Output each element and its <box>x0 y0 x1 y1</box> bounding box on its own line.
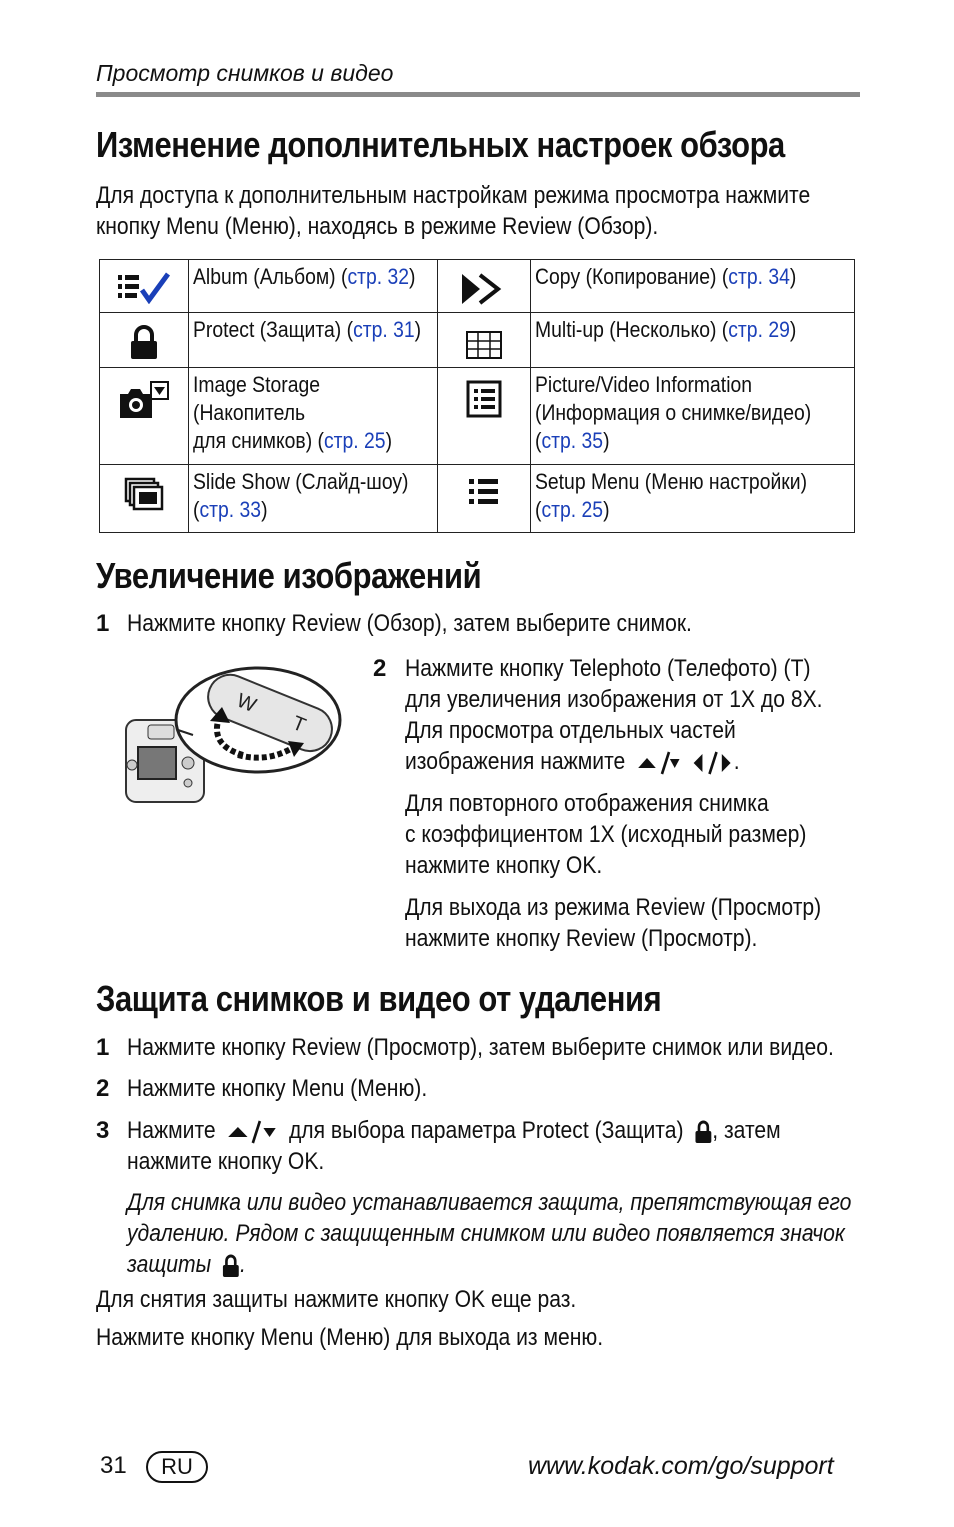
setup-menu-page-link[interactable]: стр. 25 <box>541 497 604 522</box>
slide-show-icon-cell <box>100 465 189 533</box>
album-icon <box>116 272 172 304</box>
setup-menu-option: Setup Menu (Меню настройки) (стр. 25) <box>531 465 855 533</box>
support-url[interactable]: www.kodak.com/go/support <box>528 1452 834 1480</box>
table-row <box>100 368 855 465</box>
page-number: 31 <box>100 1452 127 1479</box>
slide-show-page-link[interactable]: стр. 33 <box>199 497 262 522</box>
table-row <box>100 260 855 313</box>
multi-up-icon-cell <box>438 313 531 368</box>
protect-step-1: 1 Нажмите кнопку Review (Просмотр), затем выберите снимок или видео. <box>96 1034 834 1061</box>
zoom-w-label: W <box>233 689 260 718</box>
magnify-reset-note: Для повторного отображения снимка с коэффициентом 1X (исходный размер) нажмите кнопку OK. <box>405 790 807 879</box>
language-badge: RU <box>146 1451 208 1483</box>
table-row <box>100 465 855 533</box>
copy-page-link[interactable]: стр. 34 <box>728 264 790 289</box>
up-down-arrows-icon <box>227 1119 278 1145</box>
magnify-step-1: 1 Нажмите кнопку Review (Обзор), затем выберите снимок. <box>96 610 692 637</box>
slide-show-icon <box>124 477 164 513</box>
lock-icon <box>695 1120 713 1144</box>
up-down-arrows-icon <box>636 750 680 776</box>
camera-zoom-illustration <box>118 665 343 810</box>
setup-menu-icon <box>468 477 500 507</box>
copy-icon <box>458 272 510 306</box>
table-row <box>100 313 855 368</box>
review-options-table <box>99 259 855 533</box>
multi-up-option: Multi-up (Несколько) (стр. 29) <box>531 313 855 368</box>
magnify-step-2: 2 Нажмите кнопку Telephoto (Телефото) (T) для увеличения изображения от 1X до 8X. Для просмотра отдельных частей изображения нажмите . <box>373 655 823 775</box>
album-icon-cell <box>100 260 189 313</box>
picture-info-option: Picture/Video Information (Информация о снимке/видео) (стр. 35) <box>531 368 855 465</box>
copy-icon-cell <box>438 260 531 313</box>
copy-option: Copy (Копирование) (стр. 34) <box>531 260 855 313</box>
running-header: Просмотр снимков и видео <box>96 60 394 86</box>
protect-note: Для снимка или видео устанавливается защита, препятствующая его удалению. Рядом с защищенным снимком или видео появляется значок защиты . <box>127 1189 852 1278</box>
left-right-arrows-icon <box>692 750 734 776</box>
protect-page-link[interactable]: стр. 31 <box>353 317 415 342</box>
image-storage-icon-cell <box>100 368 189 465</box>
multi-up-icon <box>466 331 502 361</box>
album-page-link[interactable]: стр. 32 <box>347 264 410 289</box>
lock-icon <box>222 1254 240 1278</box>
section1-intro: Для доступа к дополнительным настройкам режима просмотра нажмите кнопку Menu (Меню), находясь в режиме Review (Обзор). <box>96 182 811 240</box>
image-storage-option: Image Storage (Накопитель для снимков) (стр. 25) <box>189 368 438 465</box>
unprotect-text: Для снятия защиты нажмите кнопку OK еще раз. <box>96 1286 577 1313</box>
zoom-t-label: T <box>289 712 309 738</box>
protect-step-3: 3 Нажмите для выбора параметра Protect (Защита) , затем нажмите кнопку OK. <box>96 1117 781 1175</box>
section-title-review-options: Изменение дополнительных настроек обзора <box>96 124 785 165</box>
header-rule <box>96 92 860 97</box>
image-storage-icon <box>118 380 170 420</box>
lock-icon <box>129 325 159 361</box>
magnify-exit-note: Для выхода из режима Review (Просмотр) нажмите кнопку Review (Просмотр). <box>405 894 822 952</box>
slide-show-option: Slide Show (Слайд-шоу) (стр. 33) <box>189 465 438 533</box>
multi-up-page-link[interactable]: стр. 29 <box>728 317 790 342</box>
lock-icon-cell <box>100 313 189 368</box>
image-storage-page-link[interactable]: стр. 25 <box>323 428 386 453</box>
protect-option: Protect (Защита) (стр. 31) <box>189 313 438 368</box>
section-title-magnify: Увеличение изображений <box>96 555 482 596</box>
picture-info-page-link[interactable]: стр. 35 <box>541 428 604 453</box>
exit-menu-text: Нажмите кнопку Menu (Меню) для выхода из меню. <box>96 1324 604 1351</box>
setup-menu-icon-cell <box>438 465 531 533</box>
picture-info-icon-cell <box>438 368 531 465</box>
picture-info-icon <box>466 380 502 418</box>
protect-step-2: 2 Нажмите кнопку Menu (Меню). <box>96 1075 428 1102</box>
album-option: Album (Альбом) (стр. 32) <box>189 260 438 313</box>
section-title-protect: Защита снимков и видео от удаления <box>96 978 662 1019</box>
